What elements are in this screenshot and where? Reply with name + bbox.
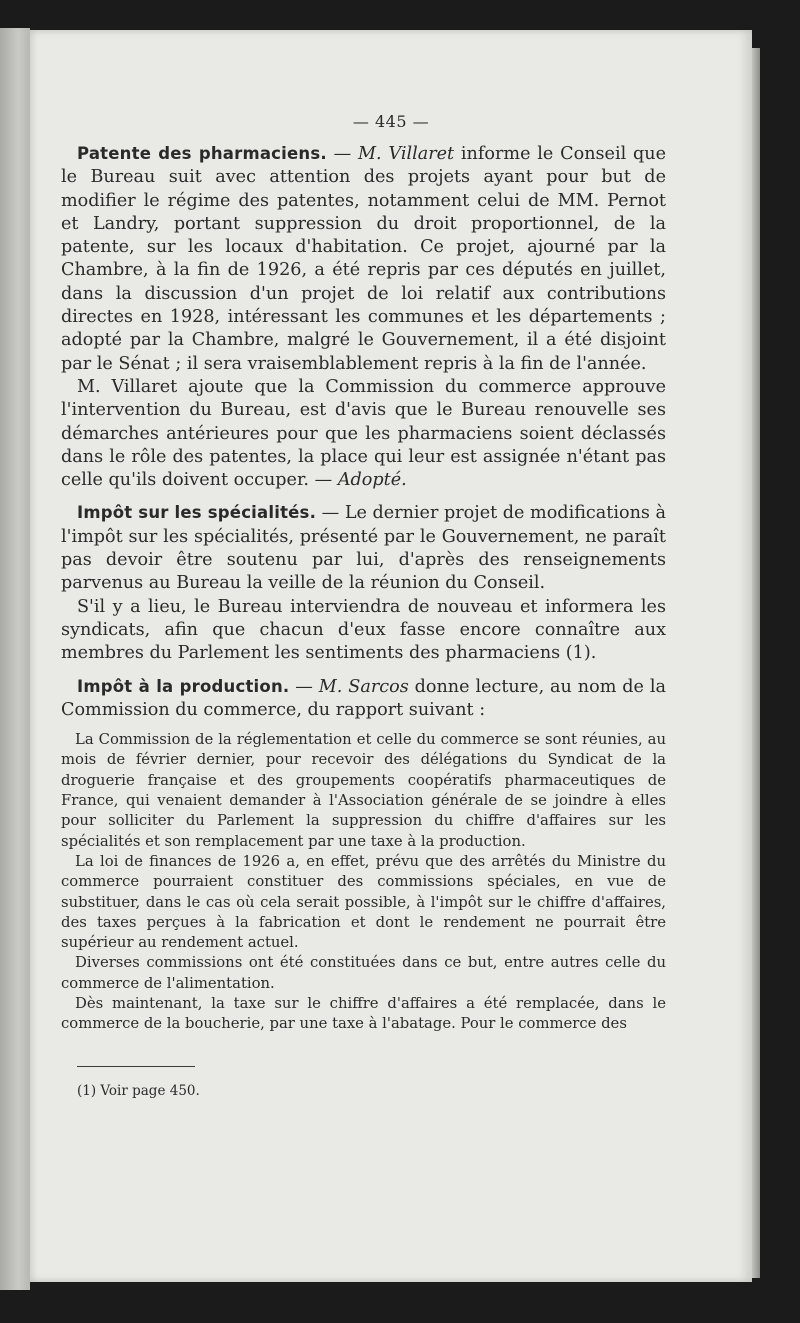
section-heading-production: Impôt à la production.	[77, 676, 290, 696]
page-number: — 445 —	[352, 112, 430, 131]
body-text	[61, 142, 666, 1035]
dash: —	[326, 144, 359, 164]
paragraph-text: Le dernier projet de modifications à l'impôt sur les spécialités, présenté par le Gouvernement, ne paraît pas devoir être soutenu par lui, d'après des renseignements parvenus au Bureau la veille de la réunion du Conseil.	[61, 503, 667, 594]
paragraph-text: M. Villaret ajoute que la Commission du commerce approuve l'intervention du Bureau, est d'avis que le Bureau renouvelle ses démarches antérieures pour que les pharmaciens soient déclassés dans le rôle des patentes, la place qui leur est assignée n'étant pas celle qu'ils doivent occuper. —	[61, 376, 666, 491]
report-paragraph: Dès maintenant, la taxe sur le chiffre d'affaires a été remplacée, dans le commerce de la boucherie, par une taxe à l'abatage. Pour le commerce des	[61, 994, 666, 1033]
page-stack-edge	[752, 48, 760, 1278]
adopted-label: Adopté.	[337, 470, 407, 491]
speaker-name: M. Villaret	[358, 144, 455, 164]
paragraph-text: S'il y a lieu, le Bureau interviendra de nouveau et informera les syndicats, afin que chacun d'eux fasse encore connaître aux membres du Parlement les sentiments des pharmaciens (1).	[61, 596, 666, 664]
page-content	[30, 0, 752, 1252]
dash: —	[289, 676, 319, 697]
dash: —	[316, 503, 345, 524]
section-heading-specialites: Impôt sur les spécialités.	[77, 503, 317, 523]
section-heading-patente: Patente des pharmaciens.	[77, 144, 327, 163]
paragraph-patente-1	[61, 142, 666, 376]
footnote: (1) Voir page 450.	[77, 1083, 200, 1099]
paragraph-specialites-1	[61, 501, 666, 595]
speaker-name: M. Sarcos	[318, 676, 409, 697]
paragraph-specialites-2	[61, 596, 666, 666]
paragraph-text: donne lecture, au nom de la Commission du commerce, du rapport suivant :	[61, 676, 666, 720]
report-paragraph: La loi de finances de 1926 a, en effet, prévu que des arrêtés du Ministre du commerce pourraient constituer des commissions spéciales, en vue de substituer, dans le cas où cela serait possible, à l'impôt sur le chiffre d'affaires, des taxes perçues à la fabrication et dont le rendement ne pourrait être supérieur au rendement actuel.	[61, 852, 666, 952]
paragraph-text: informe le Conseil que le Bureau suit avec attention des projets ayant pour but de modifier le régime des patentes, notamment celui de MM. Pernot et Landry, portant suppression du droit proportionnel, de la patente, sur les locaux d'habitation. Ce projet, ajourné par la Chambre, à la fin de 1926, a été repris par ces députés en juillet, dans la discussion d'un projet de loi relatif aux contributions directes en 1928, intéressant les communes et les départements ; adopté par la Chambre, malgré le Gouvernement, il a été disjoint par le Sénat ; il sera vraisemblablement repris à la fin de l'année.	[61, 144, 667, 374]
report-paragraph: La Commission de la réglementation et celle du commerce se sont réunies, au mois de février dernier, pour recevoir des délégations du Syndicat de la droguerie française et des groupements coopératifs pharmaceutiques de France, qui venaient demander à l'Association générale de se joindre à elles pour solliciter du Parlement la suppression du chiffre d'affaires sur les spécialités et son remplacement par une taxe à la production.	[61, 731, 666, 850]
footnote-rule	[77, 1066, 195, 1067]
paragraph-patente-2	[61, 376, 666, 492]
paragraph-production-1	[61, 675, 666, 723]
facing-page-edge	[0, 28, 30, 1290]
report-block	[61, 730, 666, 1034]
report-paragraph: Diverses commissions ont été constituées dans ce but, entre autres celle du commerce de l'alimentation.	[61, 954, 666, 992]
